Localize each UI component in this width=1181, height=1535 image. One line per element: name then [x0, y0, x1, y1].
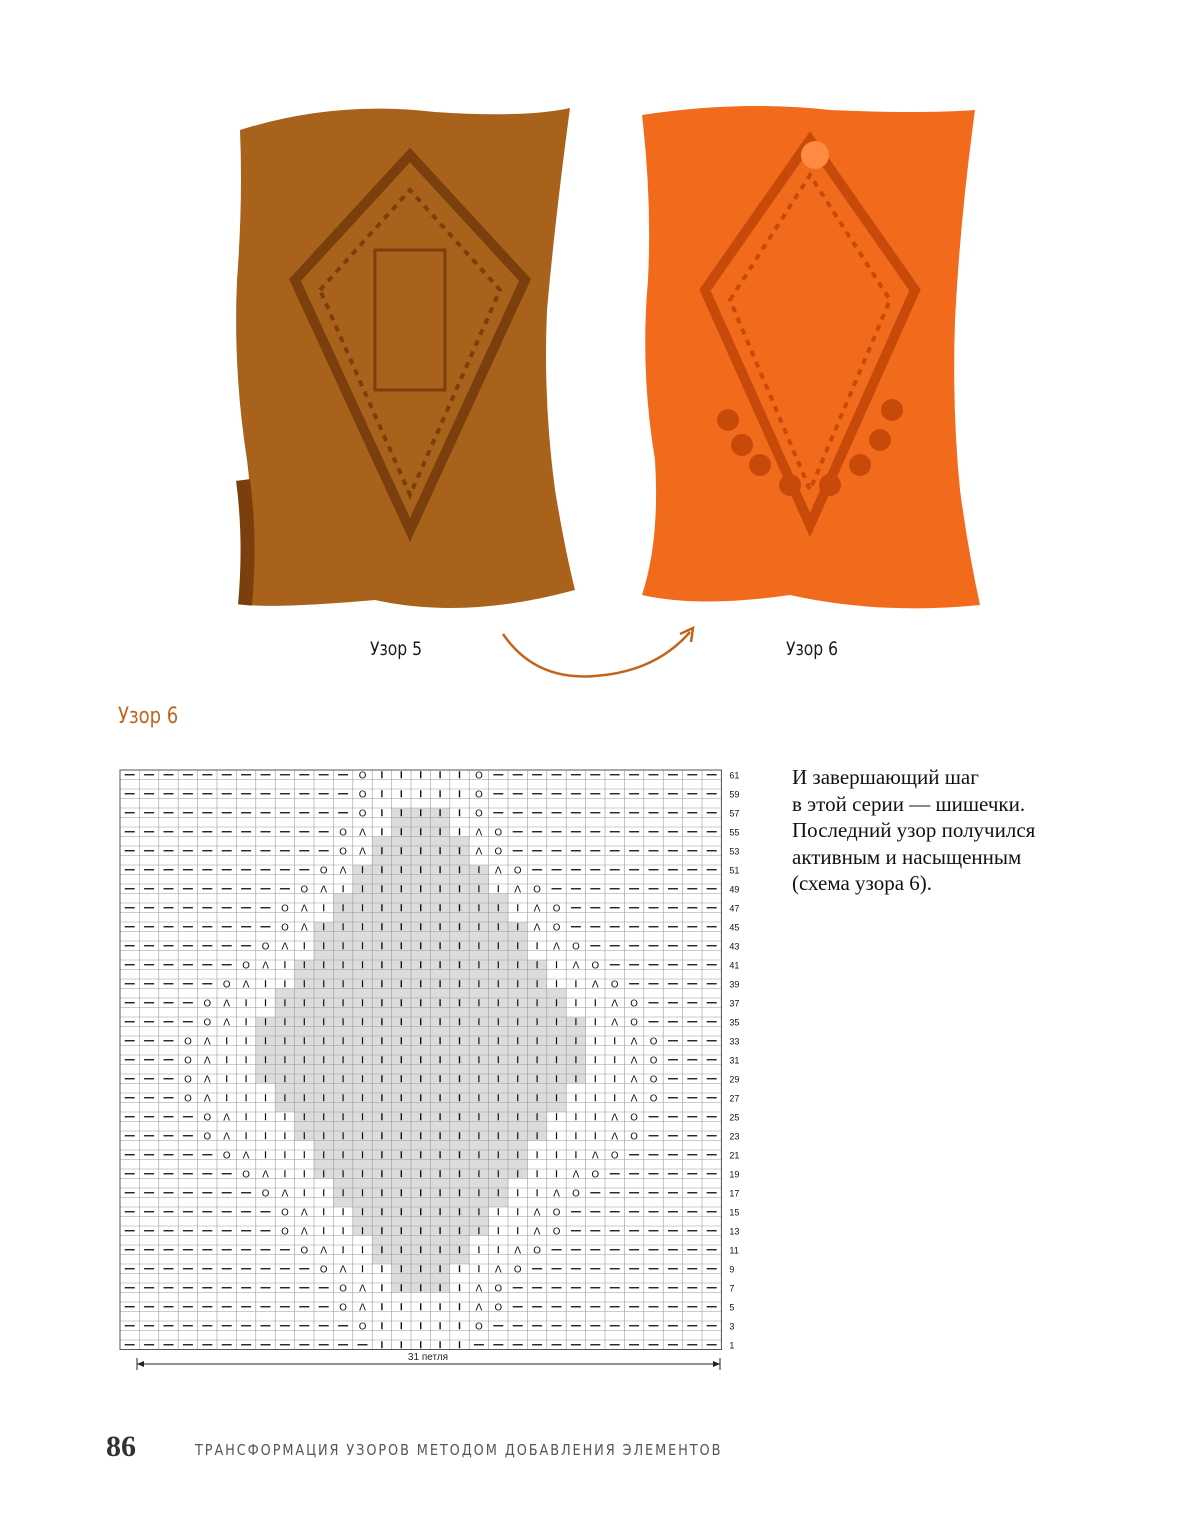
decrease-symbol: O	[533, 884, 542, 896]
chart-row-number: 45	[729, 922, 740, 933]
decrease-symbol: Λ	[514, 884, 522, 896]
decrease-symbol: O	[183, 1036, 192, 1048]
decrease-symbol: Λ	[475, 1302, 483, 1314]
chart-shaded-cell	[275, 1084, 566, 1094]
chart-row-number: 1	[729, 1340, 735, 1351]
decrease-symbol: Λ	[223, 1112, 231, 1124]
chart-row-number: 55	[729, 827, 740, 838]
decrease-symbol: O	[261, 1188, 270, 1200]
decrease-symbol: Λ	[553, 941, 560, 953]
chart-shaded-cell	[372, 1236, 469, 1246]
decrease-symbol: O	[474, 1321, 483, 1333]
chart-row-number: 35	[729, 1017, 740, 1028]
chart-row-number: 47	[729, 903, 740, 914]
decrease-symbol: O	[649, 1055, 658, 1067]
decrease-symbol: Λ	[359, 1283, 366, 1295]
description-line: Последний узор получился	[792, 818, 1036, 842]
chart-row-number: 15	[729, 1207, 740, 1218]
chart-row-number: 61	[729, 770, 740, 781]
decrease-symbol: Λ	[223, 1131, 231, 1143]
curved-arrow-icon	[495, 626, 705, 691]
decrease-symbol: O	[222, 979, 231, 991]
chart-row-number: 11	[729, 1245, 739, 1256]
decrease-symbol: O	[649, 1093, 658, 1105]
decrease-symbol: O	[494, 827, 503, 839]
chart-row-number: 39	[729, 979, 740, 990]
decrease-symbol: Λ	[300, 922, 308, 934]
decrease-symbol: O	[533, 1245, 542, 1257]
decrease-symbol: Λ	[320, 1245, 328, 1257]
decrease-symbol: Λ	[611, 1131, 619, 1143]
decrease-symbol: O	[222, 1150, 231, 1162]
decrease-symbol: O	[610, 1150, 619, 1162]
decrease-symbol: Λ	[475, 846, 483, 858]
chart-shaded-cell	[372, 856, 469, 866]
decrease-symbol: Λ	[630, 1074, 638, 1086]
chart-row-number: 57	[729, 808, 740, 819]
decrease-symbol: O	[358, 770, 367, 782]
chart-shaded-cell	[314, 932, 527, 942]
decrease-symbol: Λ	[281, 941, 289, 953]
decrease-symbol: O	[513, 865, 522, 877]
decrease-symbol: O	[203, 1017, 212, 1029]
decrease-symbol: O	[280, 922, 289, 934]
decrease-symbol: O	[319, 865, 328, 877]
decrease-symbol: O	[474, 770, 483, 782]
decrease-symbol: O	[242, 960, 251, 972]
chart-shaded-cell	[275, 1008, 566, 1018]
decrease-symbol: Λ	[281, 1188, 289, 1200]
decrease-symbol: O	[494, 1283, 503, 1295]
decrease-symbol: Λ	[203, 1036, 211, 1048]
decrease-symbol: O	[358, 789, 367, 801]
decrease-symbol: O	[591, 1169, 600, 1181]
swatch-caption-pattern-6: Узор 6	[786, 638, 839, 660]
decrease-symbol: Λ	[223, 998, 231, 1010]
chart-row-number: 31	[729, 1055, 740, 1066]
decrease-symbol: O	[300, 884, 309, 896]
chart-row-number: 37	[729, 998, 740, 1009]
chart-shaded-cell	[333, 913, 508, 923]
swatch-photo-pattern-5	[225, 100, 585, 620]
decrease-symbol: O	[280, 1207, 289, 1219]
decrease-symbol: Λ	[630, 1093, 638, 1105]
decrease-symbol: O	[513, 1264, 522, 1276]
decrease-symbol: Λ	[359, 827, 366, 839]
chart-shaded-cell	[275, 1103, 566, 1113]
decrease-symbol: O	[358, 808, 367, 820]
decrease-symbol: Λ	[475, 827, 483, 839]
decrease-symbol: O	[280, 1226, 289, 1238]
decrease-symbol: Λ	[591, 979, 599, 991]
description-line: (схема узора 6).	[792, 871, 933, 895]
decrease-symbol: O	[203, 1112, 212, 1124]
decrease-symbol: Λ	[359, 1302, 366, 1314]
swatch-caption-pattern-5: Узор 5	[370, 638, 423, 660]
decrease-symbol: O	[358, 1321, 367, 1333]
decrease-symbol: Λ	[223, 1017, 231, 1029]
decrease-symbol: O	[261, 941, 270, 953]
arrowhead-left-icon	[137, 1361, 144, 1367]
decrease-symbol: O	[339, 1283, 348, 1295]
decrease-symbol: O	[610, 979, 619, 991]
description-line: И завершающий шаг	[792, 765, 979, 789]
decrease-symbol: Λ	[591, 1150, 599, 1162]
chart-row-number: 7	[729, 1283, 735, 1294]
decrease-symbol: Λ	[611, 1112, 619, 1124]
chart-row-number: 5	[729, 1302, 735, 1313]
decrease-symbol: Λ	[300, 1207, 308, 1219]
chart-row-number: 23	[729, 1131, 740, 1142]
decrease-symbol: O	[183, 1074, 192, 1086]
decrease-symbol: O	[591, 960, 600, 972]
decrease-symbol: O	[630, 998, 639, 1010]
chart-row-number: 21	[729, 1150, 740, 1161]
decrease-symbol: O	[339, 1302, 348, 1314]
page-number: 86	[106, 1430, 136, 1463]
chart-row-number: 41	[729, 960, 740, 971]
chart-row-number: 27	[729, 1093, 740, 1104]
decrease-symbol: Λ	[242, 1150, 250, 1162]
chart-shaded-cell	[314, 951, 527, 961]
chart-shaded-cell	[295, 970, 547, 980]
chart-row-number: 51	[729, 865, 740, 876]
description-text	[792, 764, 1122, 897]
decrease-symbol: Λ	[300, 903, 308, 915]
decrease-symbol: Λ	[533, 1226, 541, 1238]
decrease-symbol: Λ	[533, 922, 541, 934]
decrease-symbol: O	[183, 1055, 192, 1067]
decrease-symbol: Λ	[203, 1055, 211, 1067]
decrease-symbol: O	[300, 1245, 309, 1257]
decrease-symbol: Λ	[339, 865, 347, 877]
chart-row-number: 29	[729, 1074, 740, 1085]
running-head: ТРАНСФОРМАЦИЯ УЗОРОВ МЕТОДОМ ДОБАВЛЕНИЯ ЭЛЕМЕНТОВ	[195, 1441, 723, 1459]
decrease-symbol: O	[494, 1302, 503, 1314]
chart-shaded-cell	[392, 818, 450, 828]
swatch-photo-pattern-6	[630, 100, 990, 620]
decrease-symbol: O	[649, 1036, 658, 1048]
decrease-symbol: Λ	[514, 1245, 522, 1257]
decrease-symbol: O	[474, 789, 483, 801]
decrease-symbol: O	[339, 827, 348, 839]
chart-shaded-cell	[392, 1274, 450, 1284]
chart-shaded-cell	[333, 1179, 508, 1189]
decrease-symbol: Λ	[203, 1074, 211, 1086]
decrease-symbol: O	[571, 941, 580, 953]
chart-row-number: 59	[729, 789, 740, 800]
chart-shaded-cell	[314, 1141, 527, 1151]
decrease-symbol: O	[319, 1264, 328, 1276]
decrease-symbol: Λ	[203, 1093, 211, 1105]
chart-row-number: 53	[729, 846, 740, 857]
decrease-symbol: Λ	[339, 1264, 347, 1276]
chart-row-number: 9	[729, 1264, 735, 1275]
decrease-symbol: Λ	[359, 846, 366, 858]
knitting-chart	[110, 762, 770, 1387]
decrease-symbol: O	[242, 1169, 251, 1181]
decrease-symbol: Λ	[494, 1264, 502, 1276]
decrease-symbol: O	[552, 903, 561, 915]
chart-row-number: 49	[729, 884, 740, 895]
decrease-symbol: Λ	[553, 1188, 560, 1200]
decrease-symbol: Λ	[262, 1169, 269, 1181]
chart-row-number: 43	[729, 941, 740, 952]
chart-shaded-cell	[333, 1198, 508, 1208]
decrease-symbol: O	[630, 1131, 639, 1143]
chart-shaded-cell	[333, 894, 508, 904]
chart-shaded-cell	[256, 1046, 586, 1056]
decrease-symbol: Λ	[494, 865, 502, 877]
chart-row-number: 33	[729, 1036, 740, 1047]
decrease-symbol: O	[552, 1226, 561, 1238]
chart-shaded-cell	[295, 1122, 547, 1132]
chart-shaded-cell	[353, 875, 489, 885]
description-line: в этой серии — шишечки.	[792, 791, 1026, 816]
decrease-symbol: Λ	[572, 960, 580, 972]
description-line: активным и насыщенным	[792, 844, 1022, 869]
chart-row-number: 25	[729, 1112, 740, 1123]
decrease-symbol: O	[339, 846, 348, 858]
decrease-symbol: Λ	[572, 1169, 580, 1181]
decrease-symbol: O	[630, 1112, 639, 1124]
decrease-symbol: O	[630, 1017, 639, 1029]
chart-shaded-cell	[275, 989, 566, 999]
decrease-symbol: O	[494, 846, 503, 858]
decrease-symbol: O	[183, 1093, 192, 1105]
decrease-symbol: O	[280, 903, 289, 915]
decrease-symbol: Λ	[611, 1017, 619, 1029]
decrease-symbol: Λ	[630, 1036, 638, 1048]
chart-shaded-cell	[314, 1160, 527, 1170]
decrease-symbol: O	[203, 1131, 212, 1143]
decrease-symbol: Λ	[475, 1283, 483, 1295]
decrease-symbol: O	[474, 808, 483, 820]
chart-svg	[110, 762, 770, 1382]
decrease-symbol: Λ	[533, 903, 541, 915]
chart-row-number: 17	[729, 1188, 740, 1199]
decrease-symbol: Λ	[262, 960, 269, 972]
decrease-symbol: O	[203, 998, 212, 1010]
decrease-symbol: O	[552, 1207, 561, 1219]
decrease-symbol: Λ	[242, 979, 250, 991]
chart-shaded-cell	[256, 1027, 586, 1037]
chart-shaded-cell	[353, 1217, 489, 1227]
decrease-symbol: Λ	[533, 1207, 541, 1219]
decrease-symbol: O	[649, 1074, 658, 1086]
chart-width-label: 31 петля	[407, 1352, 449, 1363]
chart-shaded-cell	[372, 1255, 469, 1265]
decrease-symbol: O	[552, 922, 561, 934]
chart-shaded-cell	[256, 1065, 586, 1075]
section-title: Узор 6	[118, 704, 179, 729]
chart-shaded-cell	[372, 837, 469, 847]
decrease-symbol: Λ	[630, 1055, 638, 1067]
decrease-symbol: Λ	[300, 1226, 308, 1238]
chart-row-number: 19	[729, 1169, 740, 1180]
decrease-symbol: Λ	[611, 998, 619, 1010]
arrowhead-right-icon	[713, 1361, 720, 1367]
decrease-symbol: O	[571, 1188, 580, 1200]
chart-row-number: 13	[729, 1226, 740, 1237]
chart-row-number: 3	[729, 1321, 735, 1332]
decrease-symbol: Λ	[320, 884, 328, 896]
